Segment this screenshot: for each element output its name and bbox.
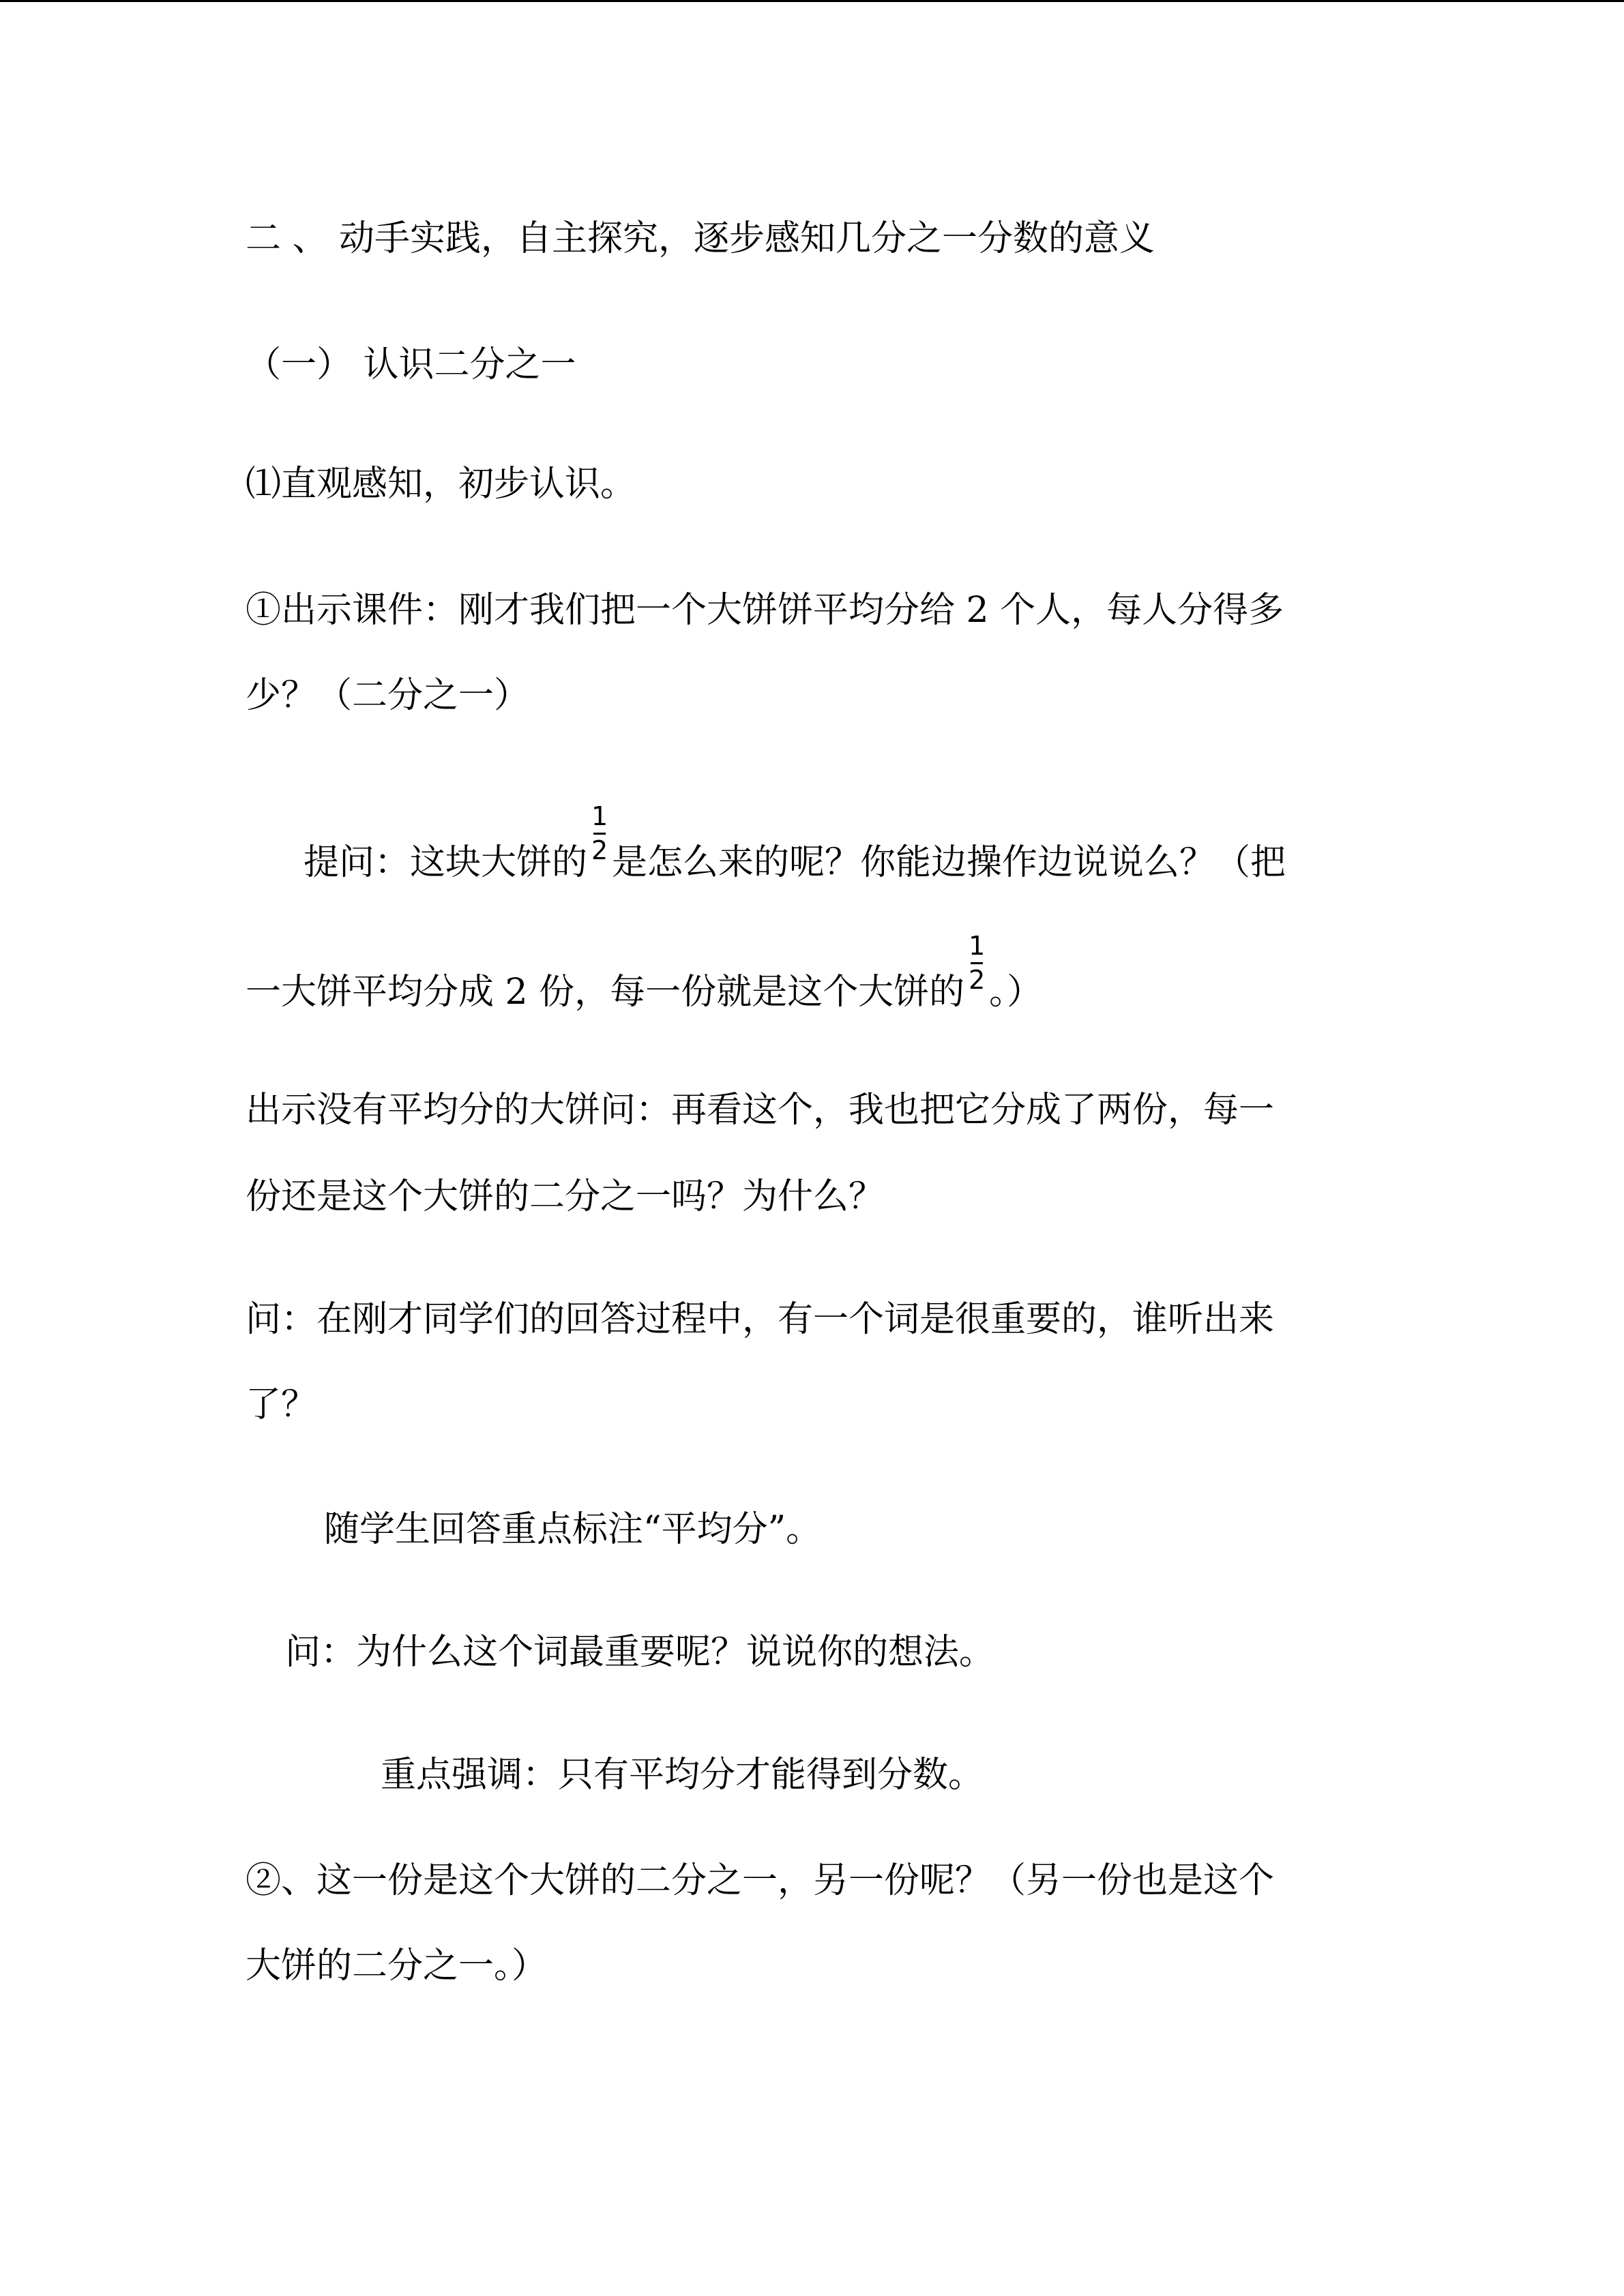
paragraph-line: 大饼的二分之一。） (246, 1945, 548, 1986)
fraction-numerator: 1 (969, 931, 986, 961)
emphasis-line: 重点强调：只有平均分才能得到分数。 (381, 1755, 984, 1795)
fraction-bar (593, 833, 606, 835)
question-line (304, 801, 1286, 883)
paragraph-line: 随学生回答重点标注“平均分”。 (324, 1509, 822, 1550)
paragraph-line: ①出示课件：刚才我们把一个大饼饼平均分给 2 个人，每人分得多 (246, 590, 1284, 631)
paragraph-line: 问：在刚才同学们的回答过程中，有一个词是很重要的，谁听出来 (246, 1299, 1275, 1340)
paragraph-line: 问：为什么这个词最重要呢？说说你的想法。 (285, 1632, 995, 1673)
paragraph-line: ②、这一份是这个大饼的二分之一，另一份呢？（另一份也是这个 (246, 1860, 1275, 1901)
fraction-numerator: 1 (591, 801, 608, 831)
answer-line (246, 931, 1043, 1013)
paragraph-line: 少？（二分之一） (246, 675, 530, 716)
answer-text-before: 一大饼平均分成 2 份，每一份就是这个大饼的 (246, 972, 965, 1013)
paragraph-line: ⑴直观感知，初步认识。 (246, 464, 636, 505)
subsection-heading: （一） 认识二分之一 (246, 344, 576, 385)
answer-text-after: 。） (989, 972, 1043, 1013)
paragraph-line: 出示没有平均分的大饼问：再看这个，我也把它分成了两份，每一 (246, 1090, 1275, 1131)
question-text-after: 是怎么来的呢？你能边操作边说说么？（把 (612, 842, 1286, 883)
top-border-rule (0, 0, 1624, 2)
fraction-one-half (969, 931, 986, 1013)
paragraph-line: 了？ (246, 1384, 317, 1425)
fraction-denominator: 2 (969, 965, 986, 995)
fraction-denominator: 2 (591, 835, 608, 865)
paragraph-line: 份还是这个大饼的二分之一吗？为什么？ (246, 1176, 885, 1217)
section-heading: 二 、 动手实践，自主探究，逐步感知几分之一分数的意义 (246, 218, 1155, 259)
fraction-bar (971, 962, 983, 964)
question-text-before: 提问：这块大饼的 (304, 842, 588, 883)
fraction-one-half (591, 801, 608, 883)
